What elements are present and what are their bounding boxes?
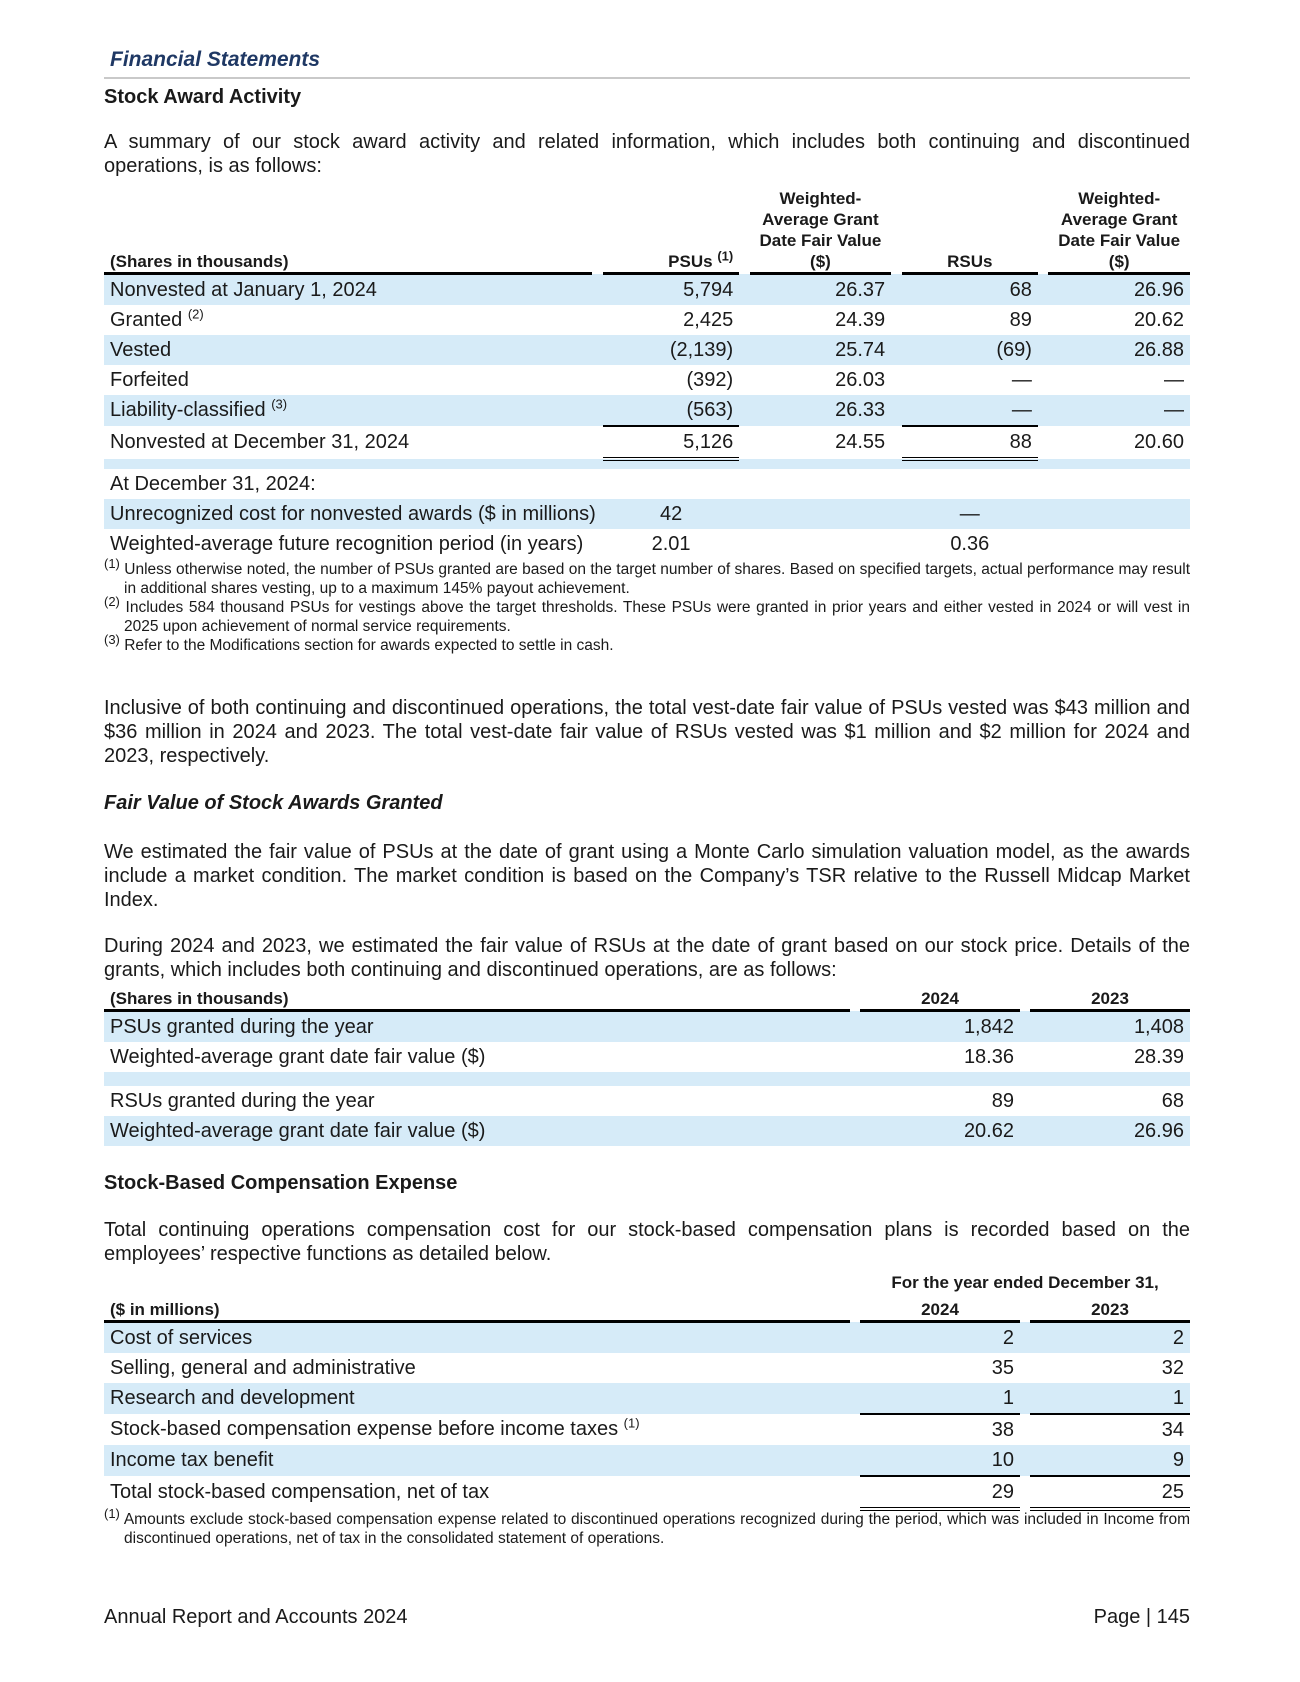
grants-table xyxy=(104,988,1190,1146)
table-row: Nonvested at January 1, 2024 5,794 26.37 68 26.96 xyxy=(104,274,1190,306)
table-total-row: Nonvested at December 31, 2024 5,126 24.55 88 20.60 xyxy=(104,426,1190,459)
footnote-1: $^{(1)}$ Amounts exclude stock-based compensation expense related to discontinued operations recognized during the period, which was included in Income from discontinued operations, net of tax in the consolidated statement of operations. xyxy=(104,1505,1191,1547)
table-row: At December 31, 2024: xyxy=(110,472,316,495)
stock-award-activity-heading: Stock Award Activity xyxy=(104,86,302,108)
header-rule xyxy=(104,77,1190,79)
stock-comp-intro: Total continuing operations compensation cost for our stock-based compensation plans is recorded based on the employees’ respective functions as detailed below. xyxy=(104,1219,1190,1265)
stock-award-footnotes xyxy=(104,555,1191,655)
fair-value-heading: Fair Value of Stock Awards Granted xyxy=(104,792,443,814)
table-row: Weighted-average grant date fair value ($) 20.62 26.96 xyxy=(104,1116,1190,1146)
table-header-row xyxy=(104,188,1190,274)
column-header-psu-fair-value: Weighted-Average Grant Date Fair Value ($) xyxy=(750,188,892,274)
table-period-header-row xyxy=(104,1272,1190,1293)
table-row: Weighted-average future recognition period (in years) 2.01 0.36 xyxy=(110,532,990,555)
footer-report-title: Annual Report and Accounts 2024 xyxy=(104,1606,408,1628)
stock-award-activity-table xyxy=(104,188,1190,559)
table-row: Weighted-average grant date fair value ($) 18.36 28.39 xyxy=(110,1045,1184,1068)
vest-date-fair-value-paragraph: Inclusive of both continuing and discontinued operations, the total vest-date fair value of PSUs vested was $43 million and $36 million in 2024 and 2023. The total vest-date fair value of RSUs vested was $1 million and $2 million for 2024 and 2023, respectively. xyxy=(104,697,1190,767)
column-header-period: For the year ended December 31, xyxy=(891,1273,1159,1292)
column-header-shares: (Shares in thousands) xyxy=(104,188,592,274)
table-row: Forfeited (392) 26.03 — — xyxy=(110,368,1184,391)
table-row: Cost of services 2 2 xyxy=(104,1322,1190,1354)
stock-comp-expense-table xyxy=(104,1272,1190,1511)
table-row: Granted $^{(2)}$ 2,425 24.39 89 20.62 xyxy=(110,305,1184,331)
footnote-2: $^{(2)}$ Includes 584 thousand PSUs for vestings above the target thresholds. These PSUs were granted in prior years and either vested in 2024 or will vest in 2025 upon achievement of normal service requirements. xyxy=(104,593,1190,635)
stock-comp-expense-heading: Stock-Based Compensation Expense xyxy=(104,1172,458,1194)
table-row: PSUs granted during the year 1,842 1,408 xyxy=(104,1011,1190,1043)
running-head: Financial Statements xyxy=(110,48,321,71)
table-subtotal-row: Stock-based compensation expense before income taxes $^{(1)}$ 38 34 xyxy=(104,1414,1190,1445)
rsu-grant-paragraph: During 2024 and 2023, we estimated the fair value of RSUs at the date of grant based on our stock price. Details of the grants, which includes both continuing and discontinued operations, are as follows: xyxy=(104,935,1190,981)
table-row: Selling, general and administrative 35 32 xyxy=(110,1356,1185,1379)
column-header-2023: 2023 xyxy=(1030,988,1190,1011)
stock-award-intro: A summary of our stock award activity and related information, which includes both continuing and discontinued operations, is as follows: xyxy=(104,131,1190,177)
table-row: Income tax benefit 10 9 xyxy=(104,1445,1190,1476)
footer-page-number: Page | 145 xyxy=(1093,1606,1190,1628)
column-header-millions: ($ in millions) xyxy=(104,1293,850,1322)
footnote-1: $^{(1)}$ Unless otherwise noted, the number of PSUs granted are based on the target number of shares. Based on specified targets, actual performance may result in additional shares vesting, up to a maximum 145% payout achievement. xyxy=(104,555,1191,597)
stock-comp-footnote xyxy=(104,1505,1191,1548)
table-row: Unrecognized cost for nonvested awards ($ in millions) 42 — xyxy=(104,499,1190,529)
table-row: Vested (2,139) 25.74 (69) 26.88 xyxy=(104,335,1190,365)
table-header-row xyxy=(104,1293,1190,1322)
column-header-shares: (Shares in thousands) xyxy=(104,988,850,1011)
footnote-3: $^{(3)}$ Refer to the Modifications section for awards expected to settle in cash. xyxy=(104,631,614,654)
column-header-2023: 2023 xyxy=(1030,1293,1190,1322)
table-row: Liability-classified $^{(3)}$ (563) 26.33 — — xyxy=(104,395,1190,426)
column-header-psus: PSUs $^{(1)}$ xyxy=(603,188,739,274)
monte-carlo-paragraph: We estimated the fair value of PSUs at the date of grant using a Monte Carlo simulation valuation model, as the awards include a market condition. The market condition is based on the Company’s TSR relative to the Russell Midcap Market Index. xyxy=(104,841,1190,911)
table-row: Research and development 1 1 xyxy=(104,1383,1190,1414)
table-total-row: Total stock-based compensation, net of tax 29 25 xyxy=(104,1476,1190,1509)
column-header-rsu-fair-value: Weighted-Average Grant Date Fair Value ($) xyxy=(1048,188,1190,274)
column-header-rsus: RSUs xyxy=(902,188,1038,274)
column-header-2024: 2024 xyxy=(860,988,1020,1011)
column-header-2024: 2024 xyxy=(860,1293,1020,1322)
table-header-row xyxy=(104,988,1190,1011)
table-row: RSUs granted during the year 89 68 xyxy=(110,1089,1184,1112)
